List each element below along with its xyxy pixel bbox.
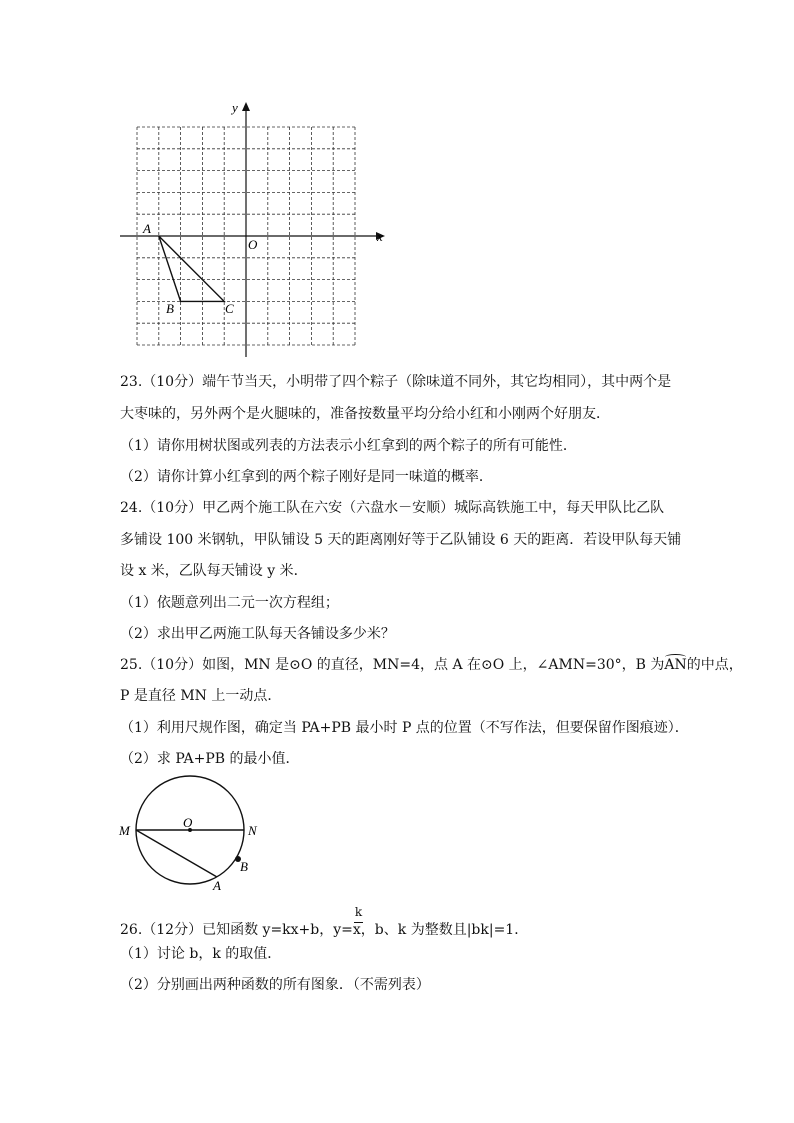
- q26-sub1: （1）讨论 b，k 的取值．: [120, 946, 282, 962]
- fraction-numerator: k: [354, 902, 363, 923]
- q25-line2: P 是直径 MN 上一动点．: [120, 688, 282, 704]
- y-axis-arrow-icon: [242, 102, 250, 111]
- q24-line3: 设 x 米，乙队每天铺设 y 米．: [120, 563, 308, 579]
- coordinate-grid-figure: [115, 95, 395, 360]
- q23-line2: 大枣味的，另外两个是火腿味的，准备按数量平均分给小红和小刚两个好朋友．: [120, 406, 610, 422]
- point-a-label: A: [213, 878, 221, 893]
- q24-line1: 24.（10分）甲乙两个施工队在六安（六盘水－安顺）城际高铁施工中，每天甲队比乙队: [120, 500, 665, 516]
- point-n-label: N: [248, 823, 257, 838]
- q26-sub2: （2）分别画出两种函数的所有图象．（不需列表）: [120, 977, 430, 993]
- q26-line1: [120, 905, 529, 940]
- q25-line1-pre: 25.（10分）如图，MN 是⊙O 的直径，MN=4，点 A 在⊙O 上，∠AMN=30°，B 为: [120, 657, 665, 673]
- q26-line1-post: ，b、k 为整数且|bk|=1．: [360, 922, 529, 938]
- point-a-label: A: [143, 221, 151, 236]
- q25-sub1: （1）利用尺规作图，确定当 PA+PB 最小时 P 点的位置（不写作法，但要保留作图痕迹）．: [120, 720, 689, 736]
- fraction-denominator: x: [352, 922, 361, 938]
- q24-line2: 多铺设 100 米钢轨，甲队铺设 5 天的距离刚好等于乙队铺设 6 天的距离．若设甲队每天铺: [120, 532, 682, 548]
- q24-sub2: （2）求出甲乙两施工队每天各铺设多少米？: [120, 626, 395, 642]
- triangle-abc: [159, 236, 224, 301]
- arc-an-label: AN: [664, 657, 687, 673]
- q25-line1: [120, 655, 743, 675]
- q25-sub2: （2）求 PA+PB 的最小值．: [120, 751, 300, 767]
- point-m-label: M: [119, 823, 130, 838]
- point-b-label: B: [166, 301, 174, 316]
- q23-line1: 23.（10分）端午节当天，小明带了四个粽子（除味道不同外，其它均相同），其中两个是: [120, 374, 672, 390]
- point-b-label: B: [240, 859, 248, 874]
- origin-label: O: [248, 237, 258, 252]
- x-axis-label: x: [377, 229, 383, 244]
- circle-figure: [115, 775, 275, 895]
- arc-mark: [665, 654, 685, 660]
- q23-sub1: （1）请你用树状图或列表的方法表示小红拿到的两个粽子的所有可能性．: [120, 438, 577, 454]
- q25-line1-post: 的中点，: [686, 657, 743, 673]
- chord-ma: [136, 830, 217, 877]
- fraction-k-over-x: [352, 905, 363, 940]
- arc-an: [664, 655, 686, 675]
- point-c-label: C: [225, 301, 234, 316]
- q23-sub2: （2）请你计算小红拿到的两个粽子刚好是同一味道的概率．: [120, 469, 493, 485]
- q26-line1-pre: 26.（12分）已知函数 y=kx+b，y=: [120, 922, 353, 938]
- y-axis-label: y: [232, 100, 238, 115]
- point-o-label: O: [183, 815, 193, 830]
- q24-sub1: （1）依题意列出二元一次方程组；: [120, 595, 339, 611]
